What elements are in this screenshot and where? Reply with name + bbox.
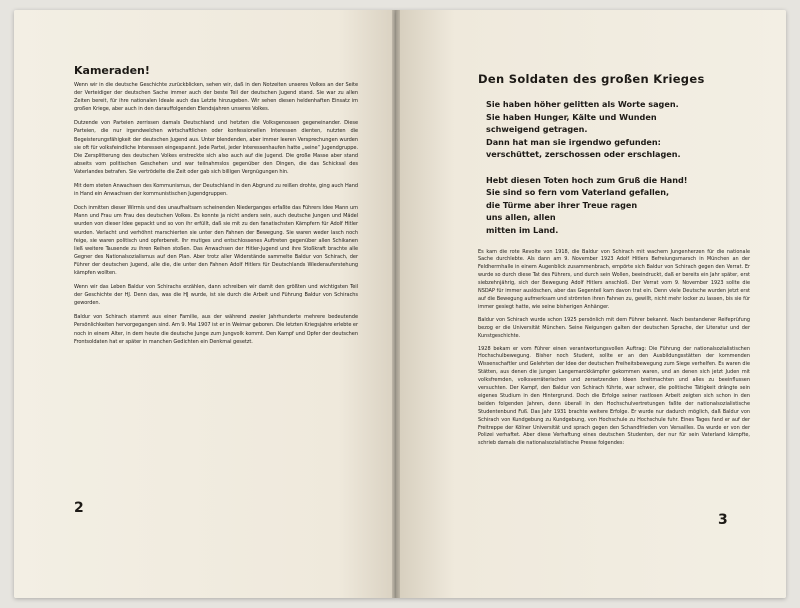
left-page-heading: Kameraden! [74,64,150,77]
poem-line-4: Dann hat man sie irgendwo gefunden: [486,136,661,147]
poem-line-9: uns allen, allen [486,212,556,223]
poem-line-1: Sie haben höher gelitten als Worte sagen. [486,99,679,109]
poem-line-5: verschüttet, zerschossen oder erschlagen. [486,149,681,160]
poem-stanza-break [486,161,750,174]
right-paragraph-2: Baldur von Schirach wurde schon 1925 persönlich mit dem Führer bekannt. Nach bestandener Reifeprüfung bezog er die Universität München. Seine Neigungen galten der deutschen Sprache, der Literatur und der Kunstgeschichte. [478,316,750,339]
left-paragraph-1: Wenn wir in die deutsche Geschichte zurückblicken, sehen wir, daß in den Notzeiten unseres Volkes an der Seite der Verteidiger der deutschen Sache immer auch der beste Teil der deutschen Jugend stand. Sie war zu allen Zeiten bereit, für ihre nationalen Ideale auch das Letzte hinzugeben. Wir sehen diesen heldenhaften Einsatz im großen Kriege, aber auch in den darauffolgenden Elendsjahren unseres Volkes. [74,82,358,113]
left-paragraph-4: Doch inmitten dieser Wirrnis und des unaufhaltsam scheinenden Niederganges erfaßte das Führers Idee Mann um Mann und Frau um Frau des deutschen Volkes. Es konnte ja nicht anders sein, auch deutsche Jungen und Mädel wurden von dieser Idee gepackt und so von ihr erfüllt, daß sie mit zu den fanatischsten Kämpfern für Adolf Hitler wurden. Verlacht und verhöhnt marschierten sie unter den Fahnen der Bewegung. Sie waren weder lasch noch feige, sie waren politisch und opferbereit. Ihr mutiges und entschlossenes Auftreten gegenüber allen Schikanen ließ weitere Tausende zu ihren Reihen stoßen. Das Anwachsen der Hitler-Jugend und ihre Stoßkraft brachte alle Gegner des Nationalsozialismus auf den Plan. Aber trotz aller Widerstände sammelte Baldur von Schirach, der Führer der deutschen Jugend, alle die, die unter den Fahnen Adolf Hitlers für Deutschlands Wiederauferstehung kämpfen wollten. [74,205,358,276]
poem-line-3: schweigend getragen. [486,124,588,135]
left-page-number: 2 [74,500,84,516]
book-gutter [392,10,400,598]
right-paragraph-3: 1928 bekam er vom Führer einen verantwortungsvollen Auftrag: Die Führung der nationalsozialistischen Hochschulbewegung. Bisher noch Student, sollte er an den Ausbildungsstätten der kommenden Wissenschaftler und Gelehrten der Idee der deutschen Freiheitsbewegung zum Siege verhelfen. Es waren die Stätten, aus denen die jungen Langemarckkämpfer gekommen waren, und an denen sich jetzt Juden mit volksfremden, volksverräterischen und zersetzenden Ideen breitmachten und alles zu beeinflussen versuchten. Der Kampf, den Baldur von Schirach führte, war schwer, die politische Tätigkeit drängte sein eigenes Studium in den Hintergrund. Doch die Erfolge seiner rastlosen Arbeit zeigten sich schon in den beiden folgenden Jahren, denn überall in den Hochschulvertretungen faßte der nationalsozialistische Studentenbund Fuß. Das Jahr 1931 brachte weitere Erfolge. Er wurde nur dadurch möglich, daß Baldur von Schirach von Kundgebung zu Kundgebung, von Hochschule zu Hochschule fuhr. Eines Tages fand er auf der Freitreppe der Kölner Universität und sprach gegen den Schandfrieden von Versailles. Da wurde er von der Polizei verhaftet. Aber diese Verhaftung eines deutschen Studenten, der nur für sein Vaterland kämpfte, schrieb damals die nationalsozialistische Presse folgendes: [478,345,750,447]
left-paragraph-5: Wenn wir das Leben Baldur von Schirachs erzählen, dann schreiben wir damit den größten und wichtigsten Teil der Geschichte der HJ. Denn das, was die HJ wurde, ist sie durch die Arbeit und Führung Baldur von Schirachs geworden. [74,284,358,307]
right-paragraph-1: Es kam die rote Revolte von 1918, die Baldur von Schirach mit wachem Jungenherzen für die nationale Sache durchlebte. Als dann am 9. November 1923 Adolf Hitlers Befreiungsmarsch in München an der Feldherrnhalle in einem Augenblick zusammenbrach, empörte sich Baldur von Schirach gegen den Verrat. Er wurde so durch diese Tat des Führers, und durch sein Wollen, beeindruckt, daß er bereits ein Jahr später, erst siebzehnjährig, sich der Bewegung Adolf Hitlers anschloß. Der Verrat vom 9. November 1923 sollte die NSDAP für immer auslöschen, aber das Gegenteil kam davon trat ein. Denn viele Deutsche wurden jetzt erst auf die Bewegung aufmerksam und strömten ihren Fahnen zu, gewillt, nicht mehr locker zu lassen, bis sie für immer gesiegt hatte, wie seine bisherigen Anhänger. [478,248,750,310]
left-paragraph-2: Dutzende von Parteien zerrissen damals Deutschland und hetzten die Volksgenossen gegeneinander. Diese Parteien, die nur irgendwelchen wirtschaftlichen oder konfessionellen Interessen dienten, nutzten die Begeisterungsfähigkeit der deutschen Jugend aus. Unter blendenden, aber immer leeren Versprechungen wurden sie oft für volksfeindliche Interessen eingespannt. Jede Partei, jeder Interessenhaufen hatte „seine“ Jugendgruppe. Die Zersplitterung des deutschen Volkes erstreckte sich also auch auf die Jugend. Die große Masse aber stand abseits vom politischen Geschehen und war teilnahmslos gegenüber den Dingen, die das Schicksal des Vaterlandes betrafen. Sie vertrödelte die Zeit oder gab sich billigen Vergnügungen hin. [74,120,358,175]
right-page-heading: Den Soldaten des großen Krieges [478,72,705,86]
poem-line-6: Hebt diesen Toten hoch zum Gruß die Hand! [486,174,688,185]
left-page-content [74,64,358,352]
poem-line-10: mitten im Land. [486,224,559,235]
left-paragraph-6: Baldur von Schirach stammt aus einer Familie, aus der während zweier Jahrhunderte mehrere bedeutende Persönlichkeiten hervorgegangen sind. Am 9. Mai 1907 ist er in Weimar geboren. Die letzten Kriegsjahre erlebte er noch in einem Alter, in dem heute die deutsche Junge zum Jungvolk kommt. Den Kampf und Opfer der deutschen Frontsoldaten hat er später in manchen Gedichten ein Denkmal gesetzt. [74,314,358,345]
poem-line-2: Sie haben Hunger, Kälte und Wunden [486,111,657,122]
poem-line-8: die Türme aber ihrer Treue ragen [486,199,638,210]
right-page-content [478,64,750,453]
right-page-number: 3 [718,512,728,528]
poem-line-7: Sie sind so fern vom Vaterland gefallen, [486,187,670,198]
poem [486,98,750,237]
left-paragraph-3: Mit dem steten Anwachsen des Kommunismus, der Deutschland in den Abgrund zu reißen drohte, ging auch Hand in Hand ein Anwachsen der kommunistischen Jugendgruppen. [74,183,358,198]
